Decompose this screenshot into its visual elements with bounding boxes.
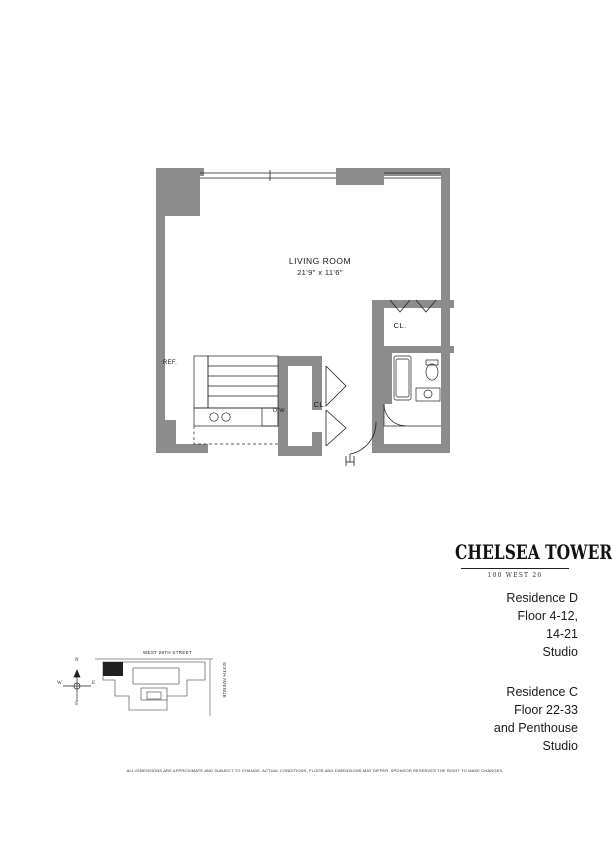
- compass-rose: [63, 670, 91, 702]
- plan-interior-lines: [194, 356, 278, 444]
- refrigerator-label: REF.: [162, 360, 178, 366]
- building-name: CHELSEA TOWER: [455, 540, 612, 564]
- keymap-street-top-label: WEST 26TH STREET: [143, 650, 192, 655]
- building-address: 100 WEST 26: [487, 572, 543, 579]
- residence-c-info: [448, 683, 578, 756]
- living-room-dimensions: 21'9" x 11'6": [297, 268, 343, 277]
- site-key-map: [55, 650, 255, 725]
- logo-divider: [461, 568, 569, 569]
- residence-d-floors-cont: 14-21: [546, 627, 578, 642]
- residence-c-type: Studio: [542, 739, 578, 754]
- residence-d-name: Residence D: [506, 591, 578, 605]
- residence-c-floors-cont: and Penthouse: [493, 721, 578, 736]
- residence-c-floors: Floor 22-33: [514, 703, 578, 718]
- keymap-unit-highlight: [103, 662, 123, 676]
- compass-west-label: W: [57, 681, 62, 686]
- closet-label-lower: CL.: [313, 400, 327, 409]
- plan-walls: [156, 168, 454, 456]
- floor-plan-drawing: [150, 160, 470, 480]
- closet-label-upper: CL.: [393, 321, 407, 330]
- residence-d-floors: Floor 4-12,: [517, 609, 578, 624]
- residence-d-type: Studio: [542, 645, 578, 660]
- keymap-street-right-label: SIXTH AVENUE: [222, 662, 227, 699]
- dishwasher-label: D/W: [273, 408, 285, 414]
- legal-disclaimer: ALL DIMENSIONS ARE APPROXIMATE AND SUBJECT TO CHANGE. ACTUAL CONDITIONS, FLOOR AND DIMENSIONS MAY DIFFER. SPONSOR RESERVES THE RIGHT TO MAKE CHANGES.: [126, 768, 504, 773]
- compass-east-label: E: [92, 681, 96, 686]
- plan-bathroom: [384, 356, 441, 426]
- compass-south-label: S: [75, 702, 78, 707]
- building-logo: [455, 540, 612, 579]
- living-room-label: LIVING ROOM: [288, 256, 352, 266]
- residence-d-info: [448, 589, 578, 662]
- compass-north-label: N: [75, 658, 79, 663]
- residence-c-name: Residence C: [506, 685, 578, 699]
